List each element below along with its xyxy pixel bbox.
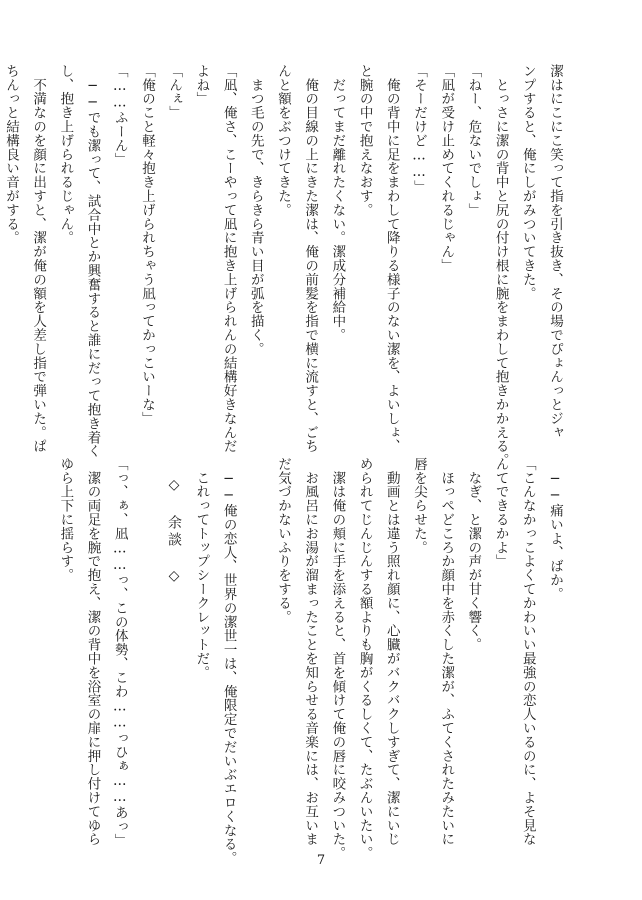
- upper-text-line: だってまだ離れたくない。潔成分補給中。: [329, 64, 346, 342]
- upper-text-line: 「俺のこと軽々抱き上げられちゃう凪ってかっこいーな」: [138, 64, 155, 426]
- lower-text-line: 「っ、ぁ、凪……っ、この体勢、こわ……っひぁ……あっ」: [111, 457, 128, 848]
- lower-text-line: ゆら上下に揺らす。: [57, 457, 74, 583]
- upper-text-line: 「……ふーん」: [111, 64, 128, 167]
- upper-text-line: まつ毛の先で、きらきら青い目が弧を描く。: [247, 64, 264, 356]
- upper-text-line: ンプすると、俺にしがみついてきた。: [519, 64, 536, 301]
- upper-text-line: 「凪が受け止めてくれるじゃん」: [438, 64, 455, 273]
- lower-text-line: 潔は俺の頬に手を添えると、首を傾けて俺の唇に咬みついた。: [329, 457, 346, 861]
- upper-text-line: よね」: [193, 64, 210, 106]
- upper-text-line: とっさに潔の背中と尻の付け根に腕をまわして抱きかかえる。: [492, 64, 509, 468]
- lower-text-block: [51, 457, 568, 866]
- lower-text-line: んてできるかよ」: [492, 457, 509, 569]
- lower-text-line: [242, 457, 269, 827]
- upper-text-line: し、抱き上げられるじゃん。: [57, 64, 74, 245]
- heading-gap: [133, 457, 160, 827]
- upper-text-line: 不満なのを顔に出すと、潔が俺の額を人差し指で弾いた。ぱ: [30, 64, 47, 454]
- upper-text-block: [0, 64, 568, 468]
- upper-text-line: んと額をぶつけてきた。: [274, 64, 291, 217]
- upper-text-line: 潔はにこにこ笑って指を引き抜き、その場でぴょんっとジャ: [547, 64, 563, 440]
- lower-text-line: だ気づかないふりをする。: [274, 457, 291, 624]
- lower-text-line: 潔の両足を腕で抱え、潔の背中を浴室の扉に押し付けてゆら: [84, 457, 101, 847]
- lower-text-line: められてじんじんする額よりも胸がくるしくて、たぶんいたい。: [356, 457, 373, 861]
- lower-text-line: お風呂にお湯が溜まったことを知らせる音楽には、お互いま: [302, 457, 319, 847]
- lower-text-line: 「こんなかっこよくてかわいい最強の恋人いるのに、よそ見な: [519, 457, 536, 847]
- lower-text-line: ──痛いよ、ばか。: [547, 457, 563, 601]
- upper-text-line: と腕の中で抱えなおす。: [356, 64, 373, 217]
- lower-text-line: なぎ、と潔の声が甘く響く。: [465, 457, 482, 652]
- upper-text-line: ──でも潔って、試合中とか興奮すると誰にだって抱き着く: [84, 64, 101, 459]
- lower-text-line: 動画とは違う照れ顔に、心臓がバクバクしすぎて、潔にいじ: [383, 457, 400, 847]
- upper-text-line: 「んぇ」: [166, 64, 183, 120]
- upper-text-line: 「そーだけど……」: [410, 64, 427, 195]
- upper-text-line: 「凪、俺さ、こーやって凪に抱き上げられんの結構好きなんだ: [220, 64, 237, 454]
- section-heading: ◇ 余談 ◇: [166, 477, 182, 587]
- lower-text-line: ──俺の恋人、世界の潔世一は、俺限定でだいぶエロくなる。: [220, 457, 237, 866]
- upper-text-line: ちんっと結構良い音がする。: [2, 64, 19, 245]
- lower-text-line: 唇を尖らせた。: [410, 457, 427, 555]
- upper-text-line: 「ねー、危ないでしょ」: [465, 64, 482, 217]
- upper-text-line: 俺の目線の上にきた潔は、俺の前髪を指で横に流すと、ごち: [302, 64, 319, 454]
- page-number: 7: [316, 853, 326, 868]
- lower-text-line: ほっぺどころか顔中を赤くした潔が、ふてくされたみたいに: [438, 457, 455, 847]
- upper-text-line: 俺の背中に足をまわして降りる様子のない潔を、よいしょ、: [383, 64, 400, 454]
- lower-text-line: これってトップシークレットだ。: [193, 457, 210, 680]
